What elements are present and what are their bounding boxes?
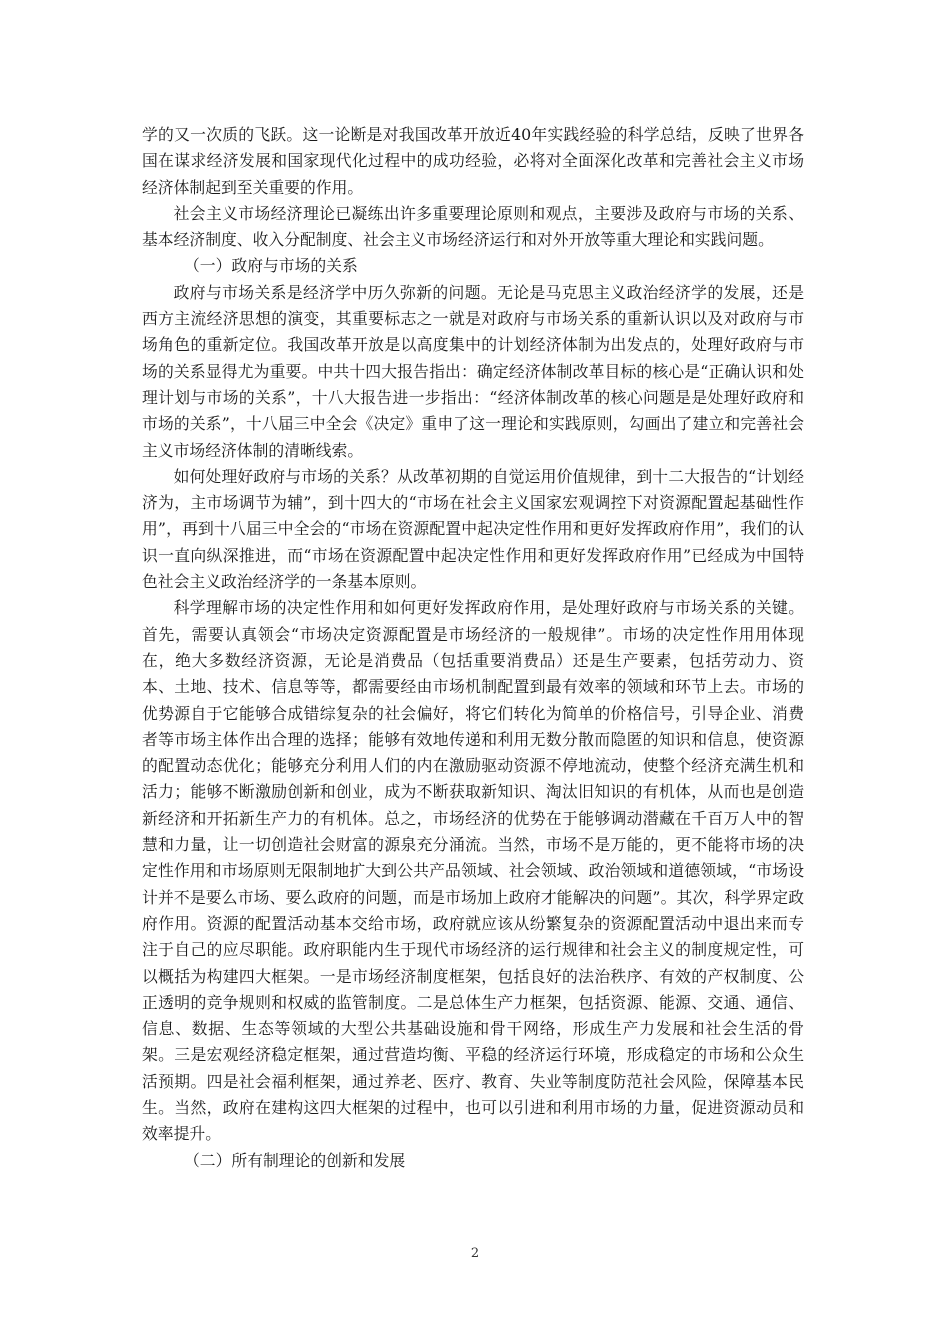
section-heading-2: （二）所有制理论的创新和发展: [184, 1150, 406, 1170]
document-body: [142, 122, 804, 1174]
paragraph-4: 如何处理好政府与市场的关系？从改革初期的自觉运用价值规律，到十二大报告的“计划经济为，主市场调节为辅”，到十四大的“市场在社会主义国家宏观调控下对资源配置起基础性作用”，再到十八届三中全会的“市场在资源配置中起决定性作用和更好发挥政府作用”，我们的认识一直向纵深推进，而“市场在资源配置中起决定性作用和更好发挥政府作用”已经成为中国特色社会主义政治经济学的一条基本原则。: [142, 466, 804, 592]
paragraph-2: 社会主义市场经济理论已凝练出许多重要理论原则和观点，主要涉及政府与市场的关系、基本经济制度、收入分配制度、社会主义市场经济运行和对外开放等重大理论和实践问题。: [142, 203, 804, 250]
section-heading-1: （一）政府与市场的关系: [184, 256, 358, 276]
paragraph-5: 科学理解市场的决定性作用和如何更好发挥政府作用，是处理好政府与市场关系的关键。首先，需要认真领会“市场决定资源配置是市场经济的一般规律”。市场的决定性作用用体现在，绝大多数经济资源，无论是消费品（包括重要消费品）还是生产要素，包括劳动力、资本、土地、技术、信息等等，都需要经由市场机制配置到最有效率的领域和环节上去。市场的优势源自于它能够合成错综复杂的社会偏好，将它们转化为简单的价格信号，引导企业、消费者等市场主体作出合理的选择；能够有效地传递和利用无数分散而隐匿的知识和信息，使资源的配置动态优化；能够充分利用人们的内在激励驱动资源不停地流动，使整个经济充满生机和活力；能够不断激励创新和创业，成为不断获取新知识、淘汰旧知识的有机体，从而也是创造新经济和开拓新生产力的有机体。总之，市场经济的优势在于能够调动潜藏在千百万人中的智慧和力量，让一切创造社会财富的源泉充分涌流。当然，市场不是万能的，更不能将市场的决定性作用和市场原则无限制地扩大到公共产品领域、社会领域、政治领域和道德领域，“市场设计并不是要么市场、要么政府的问题，而是市场加上政府才能解决的问题”。其次，科学界定政府作用。资源的配置活动基本交给市场，政府就应该从纷繁复杂的资源配置活动中退出来而专注于自己的应尽职能。政府职能内生于现代市场经济的运行规律和社会主义的制度规定性，可以概括为构建四大框架。一是市场经济制度框架，包括良好的法治秩序、有效的产权制度、公正透明的竞争规则和权威的监管制度。二是总体生产力框架，包括资源、能源、交通、通信、信息、数据、生态等领域的大型公共基础设施和骨干网络，形成生产力发展和社会生活的骨架。三是宏观经济稳定框架，通过营造均衡、平稳的经济运行环境，形成稳定的市场和公众生活预期。四是社会福利框架，通过养老、医疗、教育、失业等制度防范社会风险，保障基本民生。当然，政府在建构这四大框架的过程中，也可以引进和利用市场的力量，促进资源动员和效率提升。: [142, 598, 804, 1144]
paragraph-1: 学的又一次质的飞跃。这一论断是对我国改革开放近40年实践经验的科学总结，反映了世界各国在谋求经济发展和国家现代化过程中的成功经验，必将对全面深化改革和完善社会主义市场经济体制起到至关重要的作用。: [142, 125, 804, 197]
page-number: 2: [470, 1246, 480, 1261]
paragraph-3: 政府与市场关系是经济学中历久弥新的问题。无论是马克思主义政治经济学的发展，还是西方主流经济思想的演变，其重要标志之一就是对政府与市场关系的重新认识以及对政府与市场角色的重新定位。我国改革开放是以高度集中的计划经济体制为出发点的，处理好政府与市场的关系显得尤为重要。中共十四大报告指出：确定经济体制改革目标的核心是“正确认识和处理计划与市场的关系”，十八大报告进一步指出：“经济体制改革的核心问题是是处理好政府和市场的关系”，十八届三中全会《决定》重申了这一理论和实践原则，勾画出了建立和完善社会主义市场经济体制的清晰线索。: [142, 282, 804, 460]
